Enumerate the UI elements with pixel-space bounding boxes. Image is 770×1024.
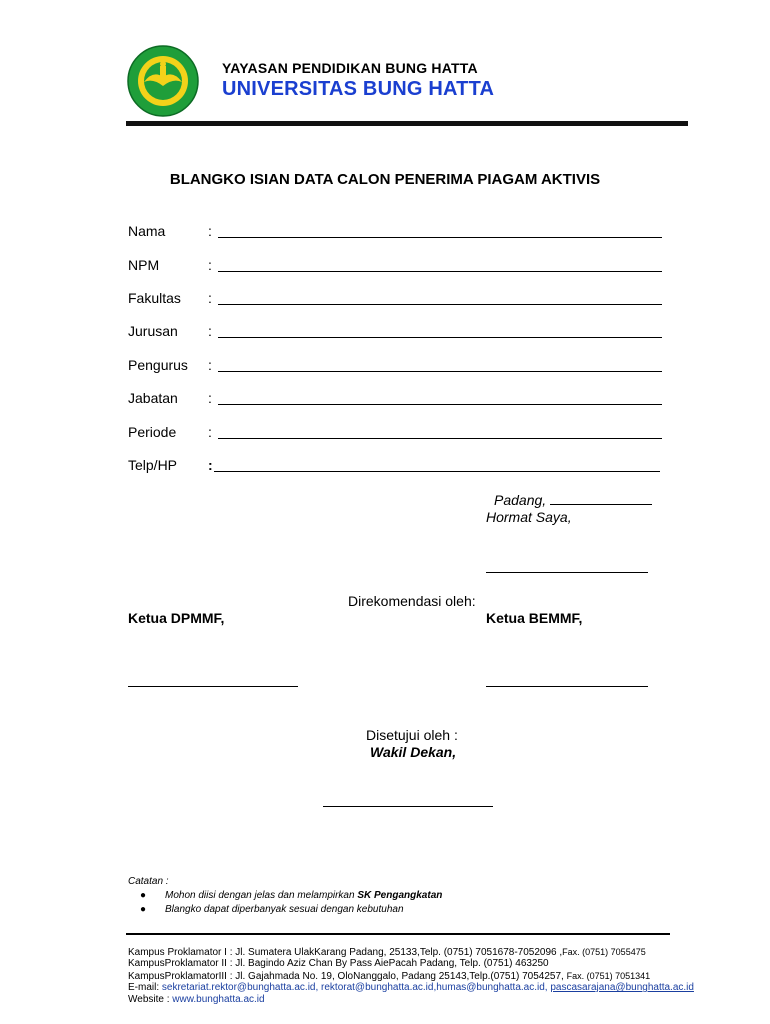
header-divider xyxy=(126,121,688,126)
footer-campus-2: KampusProklamator II : Jl. Bagindo Aziz Chan By Pass AiePacah Padang, Telp. (0751) 463250 xyxy=(128,958,549,969)
field-label-telp: Telp/HP xyxy=(128,457,178,473)
field-label-periode: Periode xyxy=(128,424,177,440)
field-label-jabatan: Jabatan xyxy=(128,390,178,406)
field-label-npm: NPM xyxy=(128,257,160,273)
note-item: Blangko dapat diperbanyak sesuai dengan kebutuhan xyxy=(165,904,404,915)
footer-campus-3: KampusProklamatorIII : Jl. Gajahmada No. 19, OloNanggalo, Padang 25143,Telp.(0751) 7054257, Fax. (0751) 7051341 xyxy=(128,971,651,982)
notes-label: Catatan : xyxy=(128,876,169,887)
field-colon: : xyxy=(208,390,212,406)
field-input-npm[interactable] xyxy=(218,257,662,272)
dpmmf-signature-line[interactable] xyxy=(128,686,298,687)
field-colon: : xyxy=(208,424,212,440)
field-colon: : xyxy=(208,223,212,239)
field-input-telp[interactable] xyxy=(214,457,660,472)
field-colon: : xyxy=(208,257,212,273)
ketua-bemmf-title: Ketua BEMMF, xyxy=(486,610,583,626)
field-label-nama: Nama xyxy=(128,223,166,239)
field-label-fakultas: Fakultas xyxy=(128,290,181,306)
footer-divider xyxy=(126,933,670,935)
form-title: BLANGKO ISIAN DATA CALON PENERIMA PIAGAM AKTIVIS xyxy=(169,171,601,188)
field-input-fakultas[interactable] xyxy=(218,290,662,305)
regards-label: Hormat Saya, xyxy=(486,509,572,525)
field-colon: : xyxy=(208,457,213,473)
recommended-by-label: Direkomendasi oleh: xyxy=(348,593,476,609)
university-logo-icon xyxy=(126,44,200,118)
footer-website: Website : www.bunghatta.ac.id xyxy=(128,994,265,1005)
field-colon: : xyxy=(208,323,212,339)
field-colon: : xyxy=(208,357,212,373)
field-input-jurusan[interactable] xyxy=(218,323,662,338)
university-name: UNIVERSITAS BUNG HATTA xyxy=(222,78,495,100)
ketua-dpmmf-title: Ketua DPMMF, xyxy=(128,610,225,626)
field-input-pengurus[interactable] xyxy=(218,357,662,372)
footer-campus-1: Kampus Proklamator I : Jl. Sumatera UlakKarang Padang, 25133,Telp. (0751) 7051678-7052096 ,Fax. (0751) 7055475 xyxy=(128,947,646,958)
email-link[interactable]: pascasarajana@bunghatta.ac.id xyxy=(550,982,694,993)
org-name: YAYASAN PENDIDIKAN BUNG HATTA xyxy=(222,60,478,76)
wakil-dekan-signature-line[interactable] xyxy=(323,806,493,807)
note-item: Mohon diisi dengan jelas dan melampirkan SK Pengangkatan xyxy=(165,890,443,901)
bullet-icon: ● xyxy=(140,890,147,901)
footer-email: E-mail: sekretariat.rektor@bunghatta.ac.id, rektorat@bunghatta.ac.id,humas@bunghatta.ac.id, pascasarajana@bunghatta.ac.id xyxy=(128,982,694,993)
website-link[interactable]: www.bunghatta.ac.id xyxy=(172,994,265,1005)
bullet-icon: ● xyxy=(140,904,147,915)
field-input-periode[interactable] xyxy=(218,424,662,439)
field-input-nama[interactable] xyxy=(218,223,662,238)
bemmf-signature-line[interactable] xyxy=(486,686,648,687)
applicant-signature-line[interactable] xyxy=(486,572,648,573)
field-input-jabatan[interactable] xyxy=(218,390,662,405)
approved-by-label: Disetujui oleh : xyxy=(366,727,458,743)
date-line[interactable] xyxy=(550,504,652,505)
place-label: Padang, xyxy=(494,492,547,508)
wakil-dekan-title: Wakil Dekan, xyxy=(370,744,457,760)
field-label-jurusan: Jurusan xyxy=(128,323,178,339)
field-label-pengurus: Pengurus xyxy=(128,357,188,373)
field-colon: : xyxy=(208,290,212,306)
